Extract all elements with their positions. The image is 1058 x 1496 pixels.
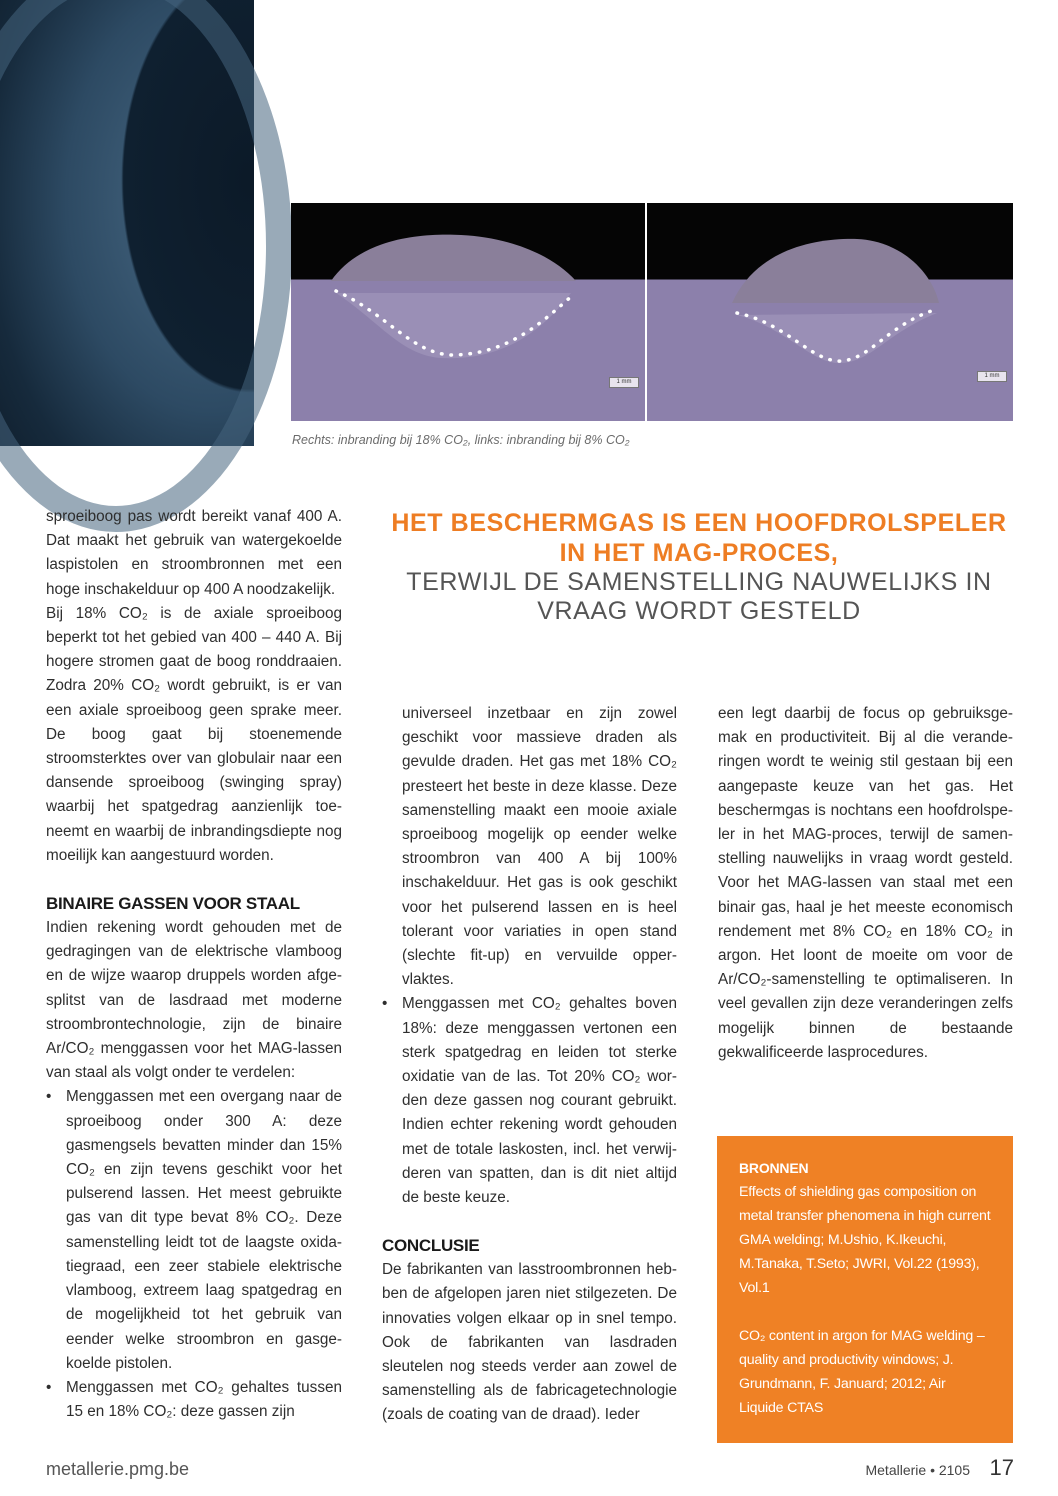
weld-macro-photo-right (647, 203, 1013, 421)
bullet-continuation: universeel inzetbaar en zijn zowel geschikt voor massieve draden als gevulde draden. Het gas met 18% CO₂ presteert het beste in deze klasse. Deze samenstelling maakt een mooie axiale sproeiboog mogelijk op eender welke stroombron van 400 A bij 100% inschakelduur. Het gas is ook geschikt voor het pulserend lassen en is heel tolerant voor variaties in open stand (slechte fit-up) en vervuilde oppervlaktes. (402, 705, 677, 989)
list-item: • Menggassen met een overgang naar de sproeiboog onder 300 A: deze gasmengsels bevatten minder dan 15% CO₂ en zijn tevens geschikt voor het pulserend lassen. Het meest gebruikte gas van dit type bevat 8% CO₂. Deze samenstelling leidt tot de laagste oxidatiegraad, een zeer stabiele elektrische vlamboog, extreem laag spatgedrag en de mogelijkheid tot het gebruik van eender welke stroombron en gasgekoelde pistolen. (46, 1085, 342, 1375)
paragraph: een legt daarbij de focus op gebruiksgemak en productiviteit. Bij al die veranderingen wordt te weinig stil gestaan bij een aangepaste keuze van het gas. Het beschermgas is nochtans een hoofdrolspeler in het MAG-proces, terwijl de samenstelling nauwelijks in vraag wordt gesteld. Voor het MAG-lassen van staal met een binair gas, haal je het meeste economisch rendement met 8% CO₂ en 18% CO₂ in argon. Het loont de moeite om voor de Ar/CO₂-samenstelling te optimaliseren. In veel gevallen zijn deze veranderingen zelfs mogelijk binnen de bestaande gekwalificeerde lasprocedures. (718, 705, 1013, 1061)
paragraph: Bij 18% CO₂ is de axiale sproeiboog beperkt tot het gebied van 400 – 440 A. Bij hogere stromen gaat de boog ronddraaien. Zodra 20% CO₂ wordt gebruikt, is er van een axiale sproeiboog geen sprake meer. De boog gaat bij stoenemende stroomsterktes over van globulair naar een dansende sproeiboog (swinging spray) waarbij het spatgedrag aanzienlijk toeneemt en waarbij de inbrandingsdiepte nog moeilijk kan aangestuurd worden. (46, 604, 342, 864)
pipe-photo (0, 0, 254, 446)
website-link[interactable]: metallerie.pmg.be (46, 1459, 190, 1479)
text-column-3 (718, 702, 1013, 1065)
paragraph: De fabrikanten van lasstroombronnen hebben de afgelopen jaren niet stilgezeten. De innovaties volgen elkaar op in snel tempo. Ook de fabrikanten van lasdraden sleutelen nog steeds verder aan zowel de samenstelling als de fabricagetechnologie (zoals de coating van de draad). Ieder (382, 1261, 677, 1424)
source-reference: Effects of shielding gas composition on metal transfer phenomena in high current GMA welding; M.Ushio, K.Ikeuchi, M.Tanaka, T.Seto; JWRI, Vol.22 (1993), Vol.1 (739, 1184, 991, 1296)
sources-title: BRONNEN (739, 1160, 809, 1176)
pull-quote (384, 508, 1014, 626)
paragraph: Indien rekening wordt gehouden met de gedragingen van de elektrische vlamboog en de wijze waarop druppels worden afgesplitst van de lasdraad met moderne stroombrontechnologie, zijn de binaire Ar/CO₂ menggassen voor het MAG-lassen van staal als volgt onder te verdelen: (46, 919, 342, 1082)
page-number: 17 (989, 1455, 1014, 1480)
bullet-list (382, 992, 677, 1210)
section-heading-conclusie: CONCLUSIE (382, 1236, 480, 1256)
list-item: • Menggassen met CO₂ gehaltes tussen 15 en 18% CO₂: deze gassen zijn (46, 1376, 342, 1424)
source-reference: CO₂ content in argon for MAG welding – quality and productivity windows; J. Grundmann, F. Januard; 2012; Air Liquide CTAS (739, 1328, 985, 1416)
pull-quote-highlight: HET BESCHERMGAS IS EEN HOOFDROLSPELER IN HET MAG-PROCES, (391, 509, 1007, 567)
figure-caption: Rechts: inbranding bij 18% CO₂, links: inbranding bij 8% CO₂ (292, 433, 630, 447)
weld-macro-photo-left (291, 203, 645, 421)
issue-label: Metallerie • 2105 (865, 1462, 970, 1478)
section-heading-binaire-gassen: BINAIRE GASSEN VOOR STAAL (46, 894, 300, 914)
weld-bead-left (291, 203, 645, 421)
list-item: • Menggassen met CO₂ gehaltes boven 18%: deze menggassen vertonen een sterk spatgedrag en leiden tot sterke oxidatie van de las. Tot 20% CO₂ worden deze gassen nog courant gebruikt. Indien echter rekening wordt gehouden met de totale laskosten, incl. het verwijderen van spatten, dan is dit niet altijd de beste keuze. (382, 992, 677, 1210)
sources-box (717, 1136, 1013, 1443)
paragraph: sproeiboog pas wordt bereikt vanaf 400 A. Dat maakt het gebruik van watergekoelde laspistolen en stroombronnen met een hoge inschakelduur op 400 A noodzakelijk. (46, 508, 342, 598)
text-column-1 (46, 505, 342, 1424)
scale-bar: 1 mm (977, 371, 1007, 382)
pull-quote-continuation: TERWIJL DE SAMENSTELLING NAUWELIJKS IN VRAAG WORDT GESTELD (406, 568, 992, 625)
text-column-2 (382, 702, 677, 1428)
weld-bead-right (647, 203, 1013, 421)
pipe-ring (0, 0, 292, 532)
bullet-list (46, 1085, 342, 1424)
scale-bar: 1 mm (609, 377, 639, 388)
